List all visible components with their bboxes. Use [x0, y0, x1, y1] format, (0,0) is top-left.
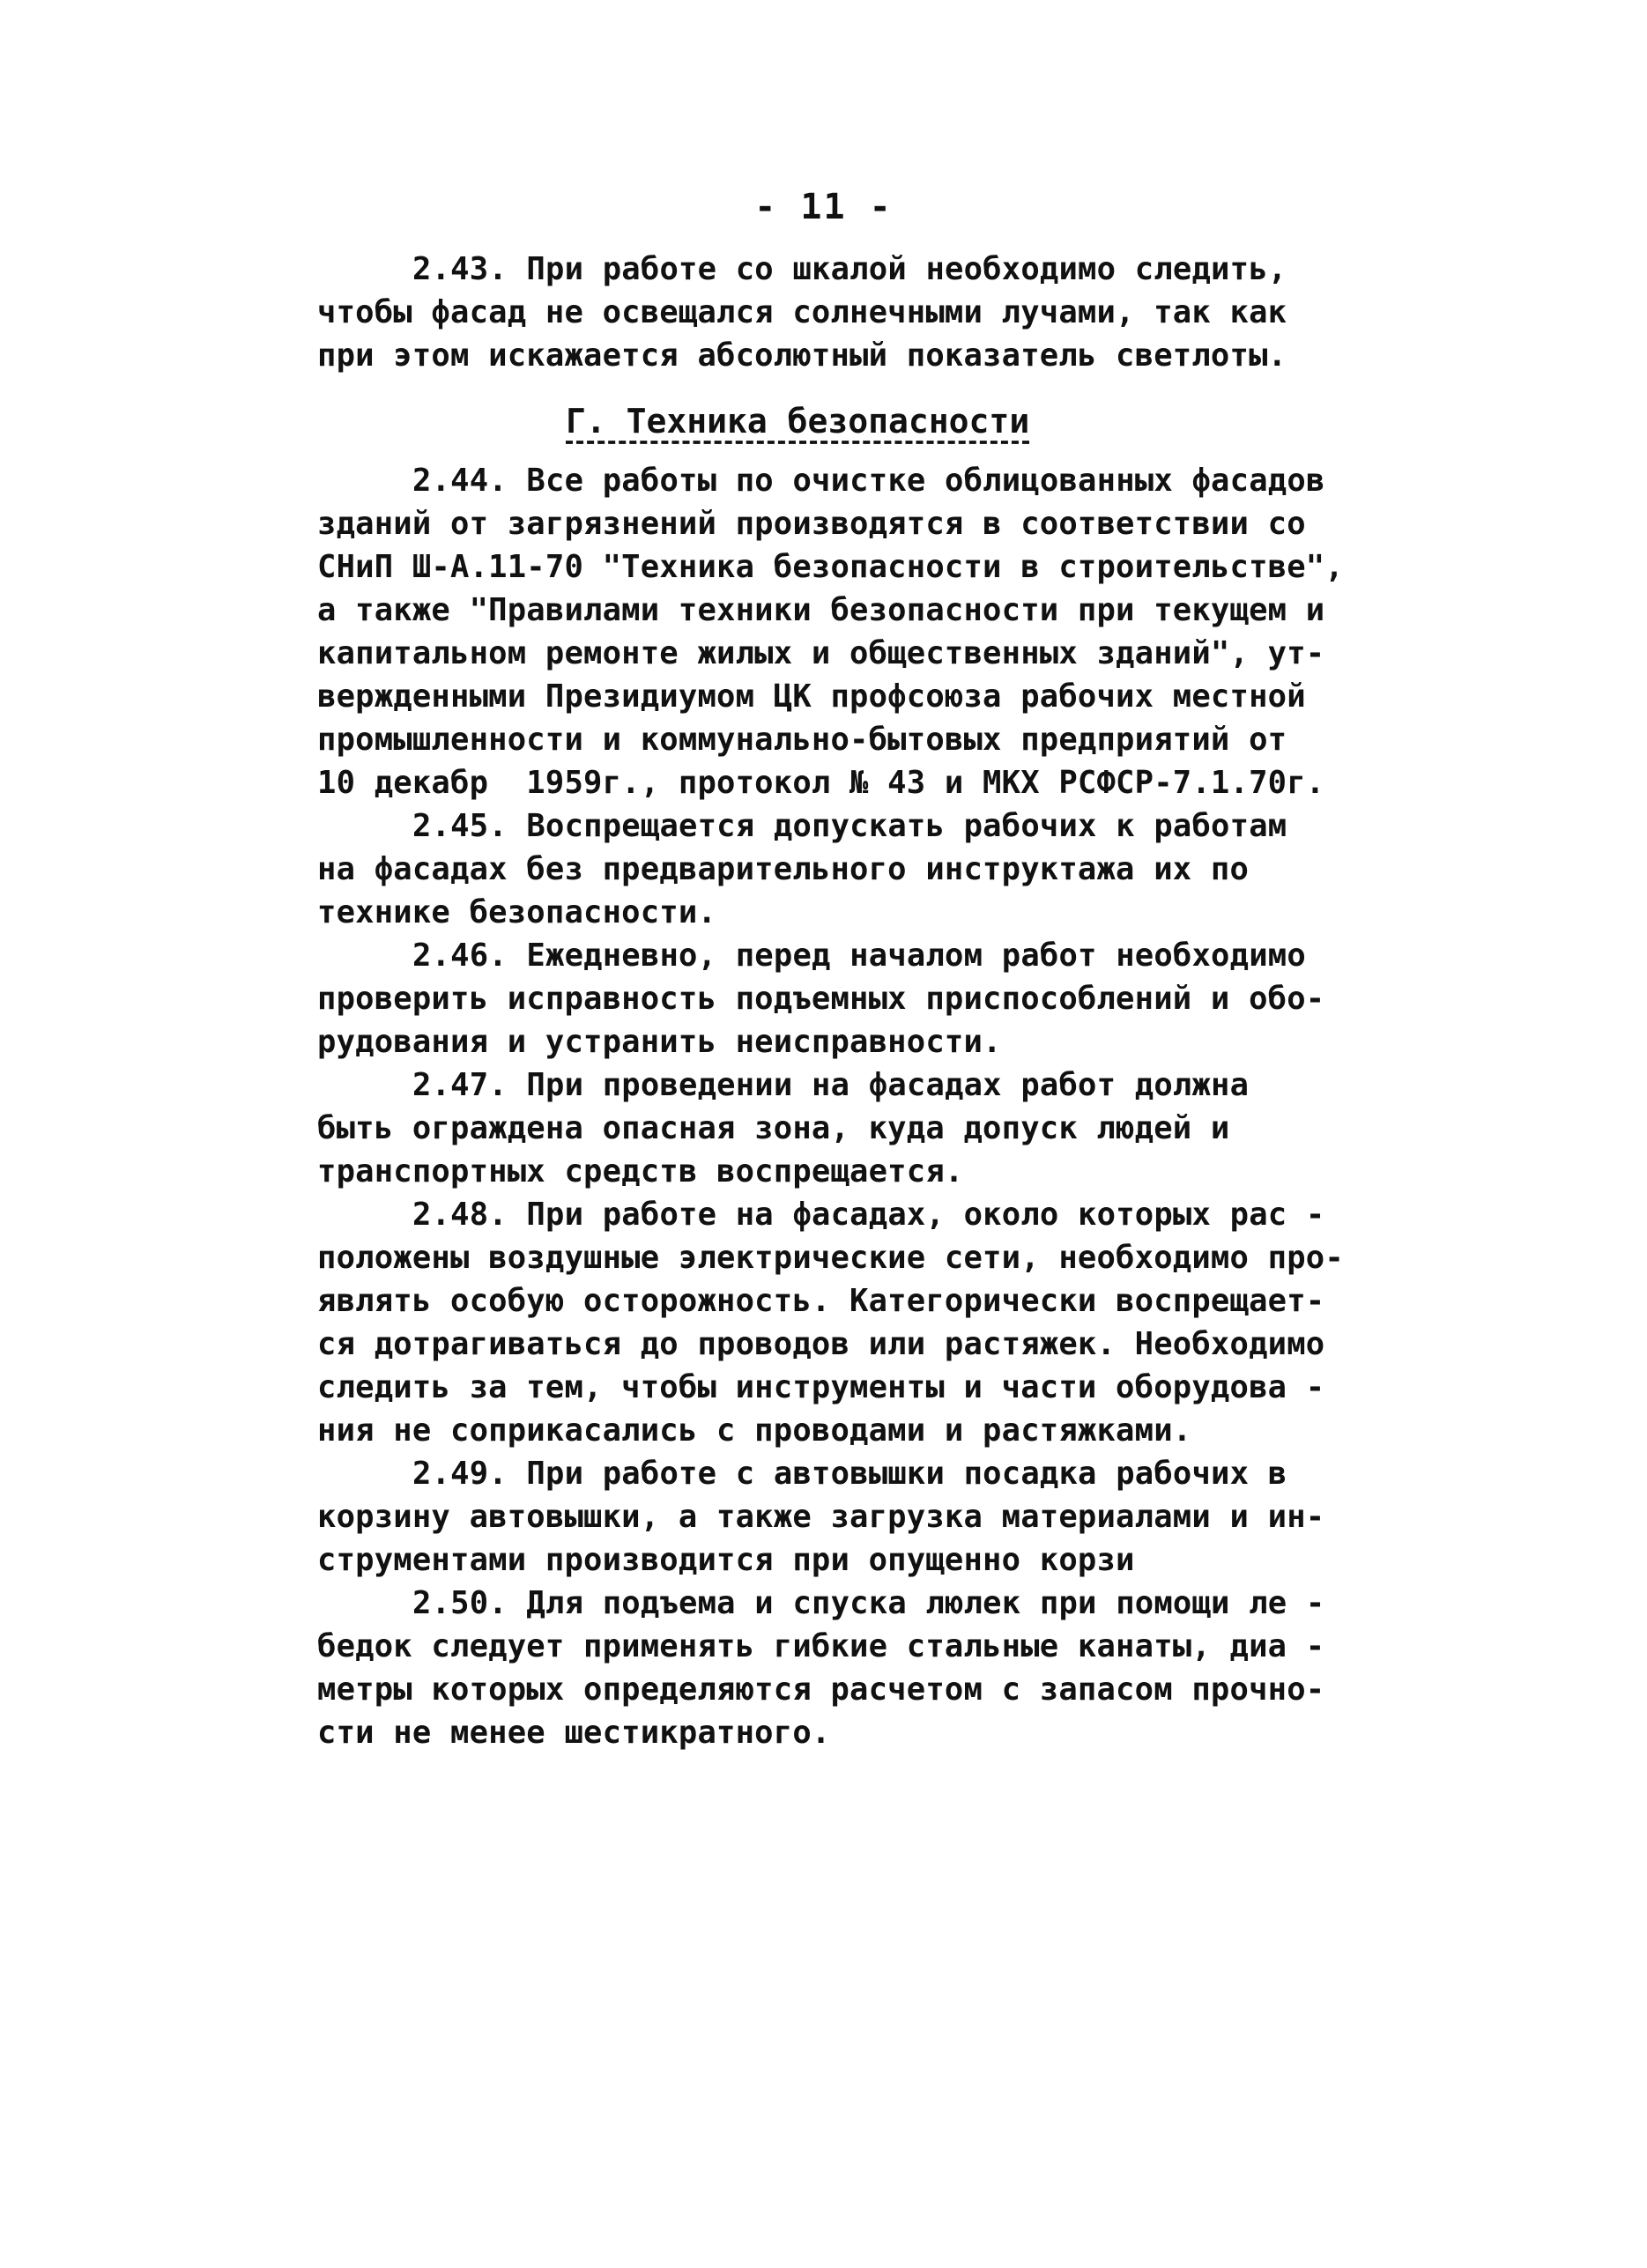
paragraph-2-43-line-2: чтобы фасад не освещался солнечными лучами, так как: [317, 294, 1287, 330]
paragraph-2-44-line-5: капитальном ремонте жилых и общественных зданий", ут-: [317, 635, 1325, 671]
paragraph-2-48-line-6: ния не соприкасались с проводами и растяжками.: [317, 1412, 1192, 1449]
paragraph-2-45-line-2: на фасадах без предварительного инструктажа их по: [317, 851, 1250, 887]
paragraph-2-45-line-3: технике безопасности.: [317, 894, 717, 930]
paragraph-2-50-line-1: 2.50. Для подъема и спуска люлек при помощи ле -: [412, 1585, 1325, 1621]
page-number: - 11 -: [754, 187, 893, 227]
paragraph-2-46-line-3: рудования и устранить неисправности.: [317, 1024, 1002, 1060]
paragraph-2-47-line-1: 2.47. При проведении на фасадах работ должна: [412, 1067, 1250, 1103]
paragraph-2-45-line-1: 2.45. Воспрещается допускать рабочих к работам: [412, 808, 1287, 844]
paragraph-2-46-line-1: 2.46. Ежедневно, перед началом работ необходимо: [412, 938, 1306, 974]
paragraph-2-50-line-2: бедок следует применять гибкие стальные канаты, диа -: [317, 1628, 1325, 1664]
paragraph-2-44-line-7: промышленности и коммунально-бытовых предприятий от: [317, 722, 1287, 758]
paragraph-2-44-line-3: СНиП Ш-А.11-70 "Техника безопасности в строительстве",: [317, 549, 1344, 585]
paragraph-2-48-line-2: положены воздушные электрические сети, необходимо про-: [317, 1240, 1344, 1276]
paragraph-2-49-line-1: 2.49. При работе с автовышки посадка рабочих в: [412, 1456, 1287, 1492]
paragraph-2-48-line-3: являть особую осторожность. Категорически воспрещает-: [317, 1283, 1325, 1319]
paragraph-2-50-line-4: сти не менее шестикратного.: [317, 1715, 831, 1751]
paragraph-2-44-line-2: зданий от загрязнений производятся в соответствии со: [317, 506, 1306, 542]
paragraph-2-44-line-1: 2.44. Все работы по очистке облицованных фасадов: [412, 463, 1325, 499]
paragraph-2-43-line-3: при этом искажается абсолютный показатель светлоты.: [317, 337, 1287, 374]
paragraph-2-47-line-2: быть ограждена опасная зона, куда допуск людей и: [317, 1110, 1230, 1146]
paragraph-2-49-line-3: струментами производится при опущенно корзи: [317, 1542, 1135, 1578]
paragraph-2-43-line-1: 2.43. При работе со шкалой необходимо следить,: [412, 251, 1287, 287]
paragraph-2-49-line-2: корзину автовышки, а также загрузка материалами и ин-: [317, 1499, 1325, 1535]
paragraph-2-46-line-2: проверить исправность подъемных приспособлений и обо-: [317, 981, 1325, 1017]
paragraph-2-48-line-4: ся дотрагиваться до проводов или растяжек. Необходимо: [317, 1326, 1325, 1362]
paragraph-2-48-line-1: 2.48. При работе на фасадах, около которых рас -: [412, 1197, 1325, 1233]
paragraph-2-50-line-3: метры которых определяются расчетом с запасом прочно-: [317, 1671, 1325, 1708]
paragraph-2-44-line-8: 10 декабр 1959г., протокол № 43 и МКХ РСФСР-7.1.70г.: [317, 765, 1325, 801]
section-heading: Г. Техника безопасности: [566, 402, 1030, 441]
paragraph-2-48-line-5: следить за тем, чтобы инструменты и части оборудова -: [317, 1369, 1325, 1405]
paragraph-2-44-line-6: вержденными Президиумом ЦК профсоюза рабочих местной: [317, 678, 1306, 715]
paragraph-2-44-line-4: а также "Правилами техники безопасности при текущем и: [317, 592, 1325, 628]
paragraph-2-47-line-3: транспортных средств воспрещается.: [317, 1153, 964, 1190]
